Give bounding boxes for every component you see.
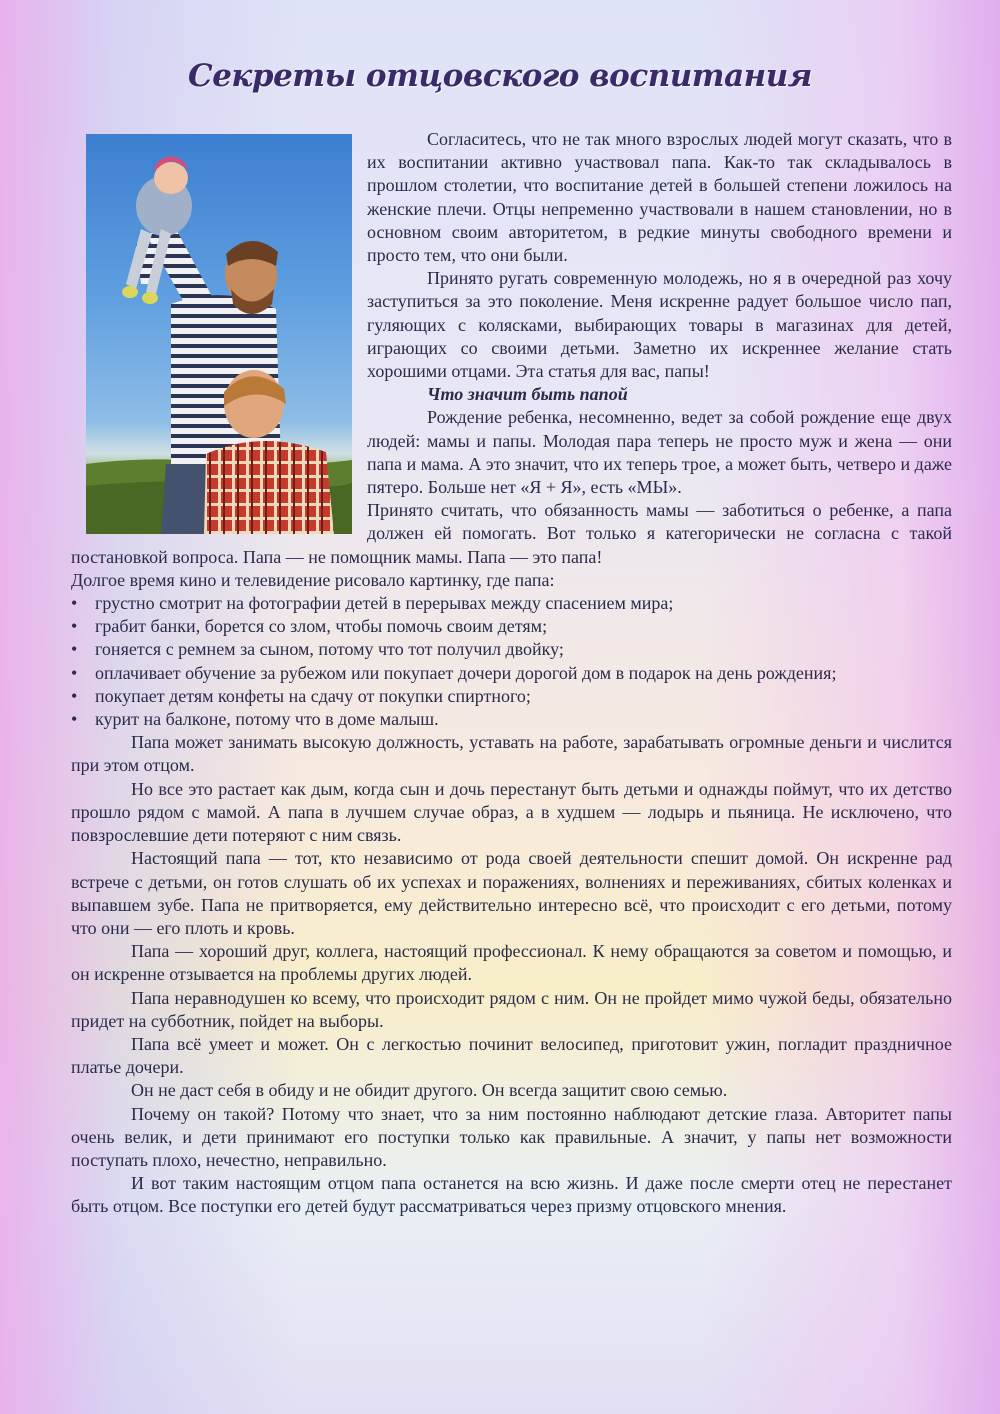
paragraph: Папа неравнодушен ко всему, что происходит рядом с ним. Он не пройдет мимо чужой беды, обязательно придет на субботник, пойдет на выборы. (71, 987, 952, 1031)
list-item: • гоняется с ремнем за сыном, потому что тот получил двойку; (71, 638, 952, 661)
list-item: • грабит банки, борется со злом, чтобы помочь своим детям; (71, 615, 952, 638)
list-intro: Долгое время кино и телевидение рисовало картинку, где папа: (71, 569, 555, 590)
subheading: Что значит быть папой (427, 384, 628, 405)
paragraph: Согласитесь, что не так много взрослых людей могут сказать, что в их воспитании активно участвовал папа. Как-то так складывалось в прошлом столетии, что воспитание детей в большей степени ложилось на женские плечи. Отцы непременно участвовали в нашем становлении, но в основном своим авторитетом, в редкие минуты свободного времени и просто тем, что они были. (367, 129, 952, 266)
list-item: • грустно смотрит на фотографии детей в перерывах между спасением мира; (71, 592, 952, 615)
paragraph: Папа — хороший друг, коллега, настоящий профессионал. К нему обращаются за советом и помощью, и он искренне отзывается на проблемы других людей. (71, 941, 952, 985)
paragraph: Папа может занимать высокую должность, уставать на работе, зарабатывать огромные деньги и числится при этом отцом. (71, 732, 952, 776)
list-item: • покупает детям конфеты на сдачу от покупки спиртного; (71, 685, 952, 708)
paragraph: Принято считать, что обязанность мамы — заботиться о ребенке, а папа должен ей помогать. Вот только я категорически не согласна с такой постановкой вопроса. Папа — не помощник мамы. Папа — это папа! (71, 500, 952, 567)
bullet-list (71, 592, 952, 731)
paragraph: Принято ругать современную молодежь, но я в очередной раз хочу заступиться за это поколение. Меня искренне радует большое число пап, гуляющих с колясками, выбирающих товары в магазинах для детей, играющих со своими детьми. Заметно их искреннее желание стать хорошими отцами. Эта статья для вас, папы! (367, 268, 952, 382)
paragraph: И вот таким настоящим отцом папа останется на всю жизнь. И даже после смерти отец не перестанет быть отцом. Все поступки его детей будут рассматриваться через призму отцовского мнения. (71, 1173, 952, 1217)
photo-wrap-space (71, 128, 367, 540)
paragraph: Настоящий папа — тот, кто независимо от рода своей деятельности спешит домой. Он искренне рад встрече с детьми, он готов слушать об их успехах и поражениях, волнениях и переживаниях, сбитых коленках и выпавшем зубе. Папа не притворяется, ему действительно интересно всё, что происходит с его детьми, потому что они — его плоть и кровь. (71, 848, 952, 938)
page-title: Секреты отцовского воспитания (188, 58, 812, 94)
paragraph: Он не даст себя в обиду и не обидит другого. Он всегда защитит свою семью. (131, 1080, 728, 1101)
paragraph: Но все это растает как дым, когда сын и дочь перестанут быть детьми и однажды поймут, что их детство прошло рядом с мамой. А папа в лучшем случае образ, а в худшем — лодырь и пьяница. Не исключено, что повзрослевшие дети потеряют с ним связь. (71, 778, 952, 846)
paragraph: Папа всё умеет и может. Он с легкостью починит велосипед, приготовит ужин, погладит праздничное платье дочери. (71, 1033, 952, 1078)
paragraph: Почему он такой? Потому что знает, что за ним постоянно наблюдают детские глаза. Авторитет папы очень велик, и дети принимают его поступки только как правильные. А значит, у папы нет возможности поступать плохо, нечестно, неправильно. (71, 1103, 952, 1170)
list-item: • курит на балконе, потому что в доме малыш. (71, 708, 952, 731)
article-body (71, 128, 952, 1219)
paragraph: Рождение ребенка, несомненно, ведет за собой рождение еще двух людей: мамы и папы. Молодая пара теперь не просто муж и жена — они папа и мама. А это значит, что их теперь трое, а может быть, четверо и даже пятеро. Больше нет «Я + Я», есть «МЫ». (367, 407, 952, 498)
list-item: • оплачивает обучение за рубежом или покупает дочери дорогой дом в подарок на день рождения; (71, 662, 952, 685)
